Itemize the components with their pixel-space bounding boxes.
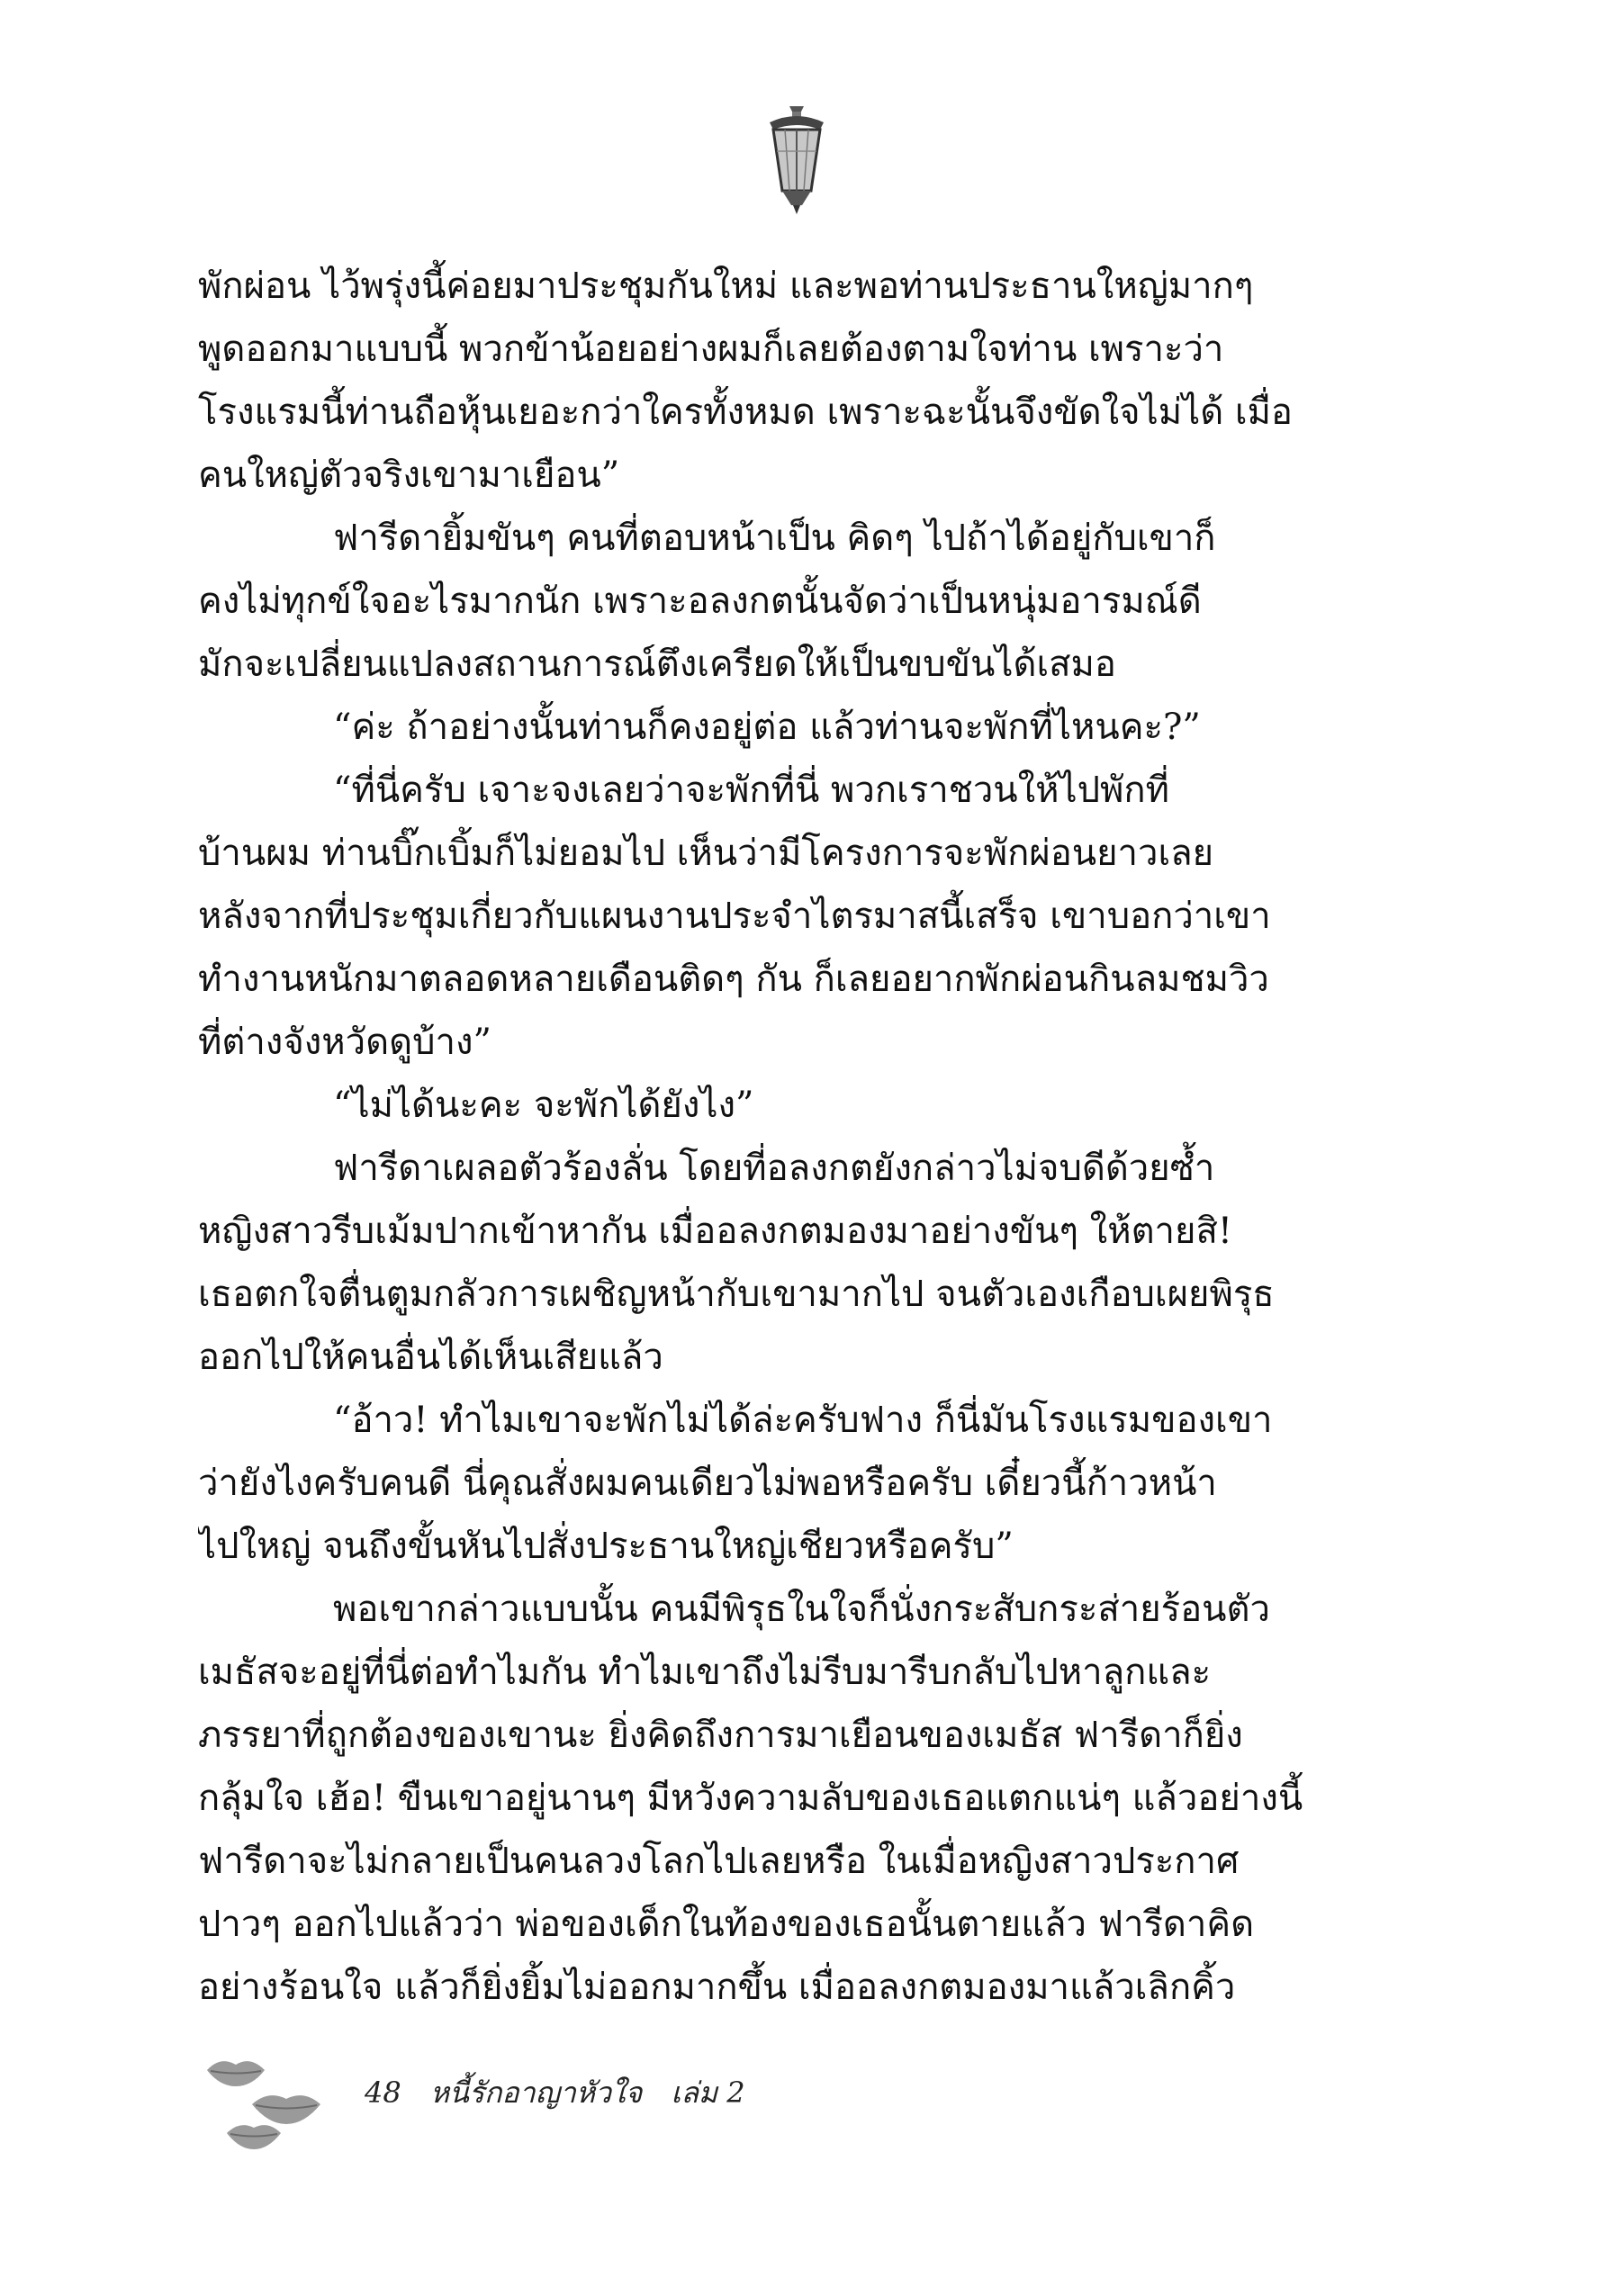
- text-line: ปาวๆ ออกไปแล้วว่า พ่อของเด็กในท้องของเธอนั้นตายแล้ว ฟารีดาคิด: [198, 1904, 1255, 1945]
- text-line: ออกไปให้คนอื่นได้เห็นเสียแล้ว: [198, 1337, 663, 1378]
- text-line: บ้านผม ท่านบิ๊กเบิ้มก็ไม่ยอมไป เห็นว่ามีโครงการจะพักผ่อนยาวเลย: [198, 833, 1214, 874]
- text-line: ฟารีดาเผลอตัวร้องลั่น โดยที่อลงกตยังกล่าวไม่จบดีด้วยซ้ำ: [333, 1148, 1215, 1189]
- text-line: ทำงานหนักมาตลอดหลายเดือนติดๆ กัน ก็เลยอยากพักผ่อนกินลมชมวิว: [198, 959, 1269, 1000]
- lips-kiss-icon: [198, 2050, 351, 2158]
- text-line: พอเขากล่าวแบบนั้น คนมีพิรุธในใจก็นั่งกระสับกระส่ายร้อนตัว: [333, 1589, 1270, 1630]
- book-title: หนี้รักอาญาหัวใจ: [429, 2075, 643, 2110]
- page-footer: [365, 2070, 765, 2116]
- paragraph: [198, 759, 1330, 1074]
- text-line: คนใหญ่ตัวจริงเขามาเยือน”: [198, 455, 620, 496]
- paragraph: [198, 696, 1330, 759]
- text-line: ไปใหญ่ จนถึงขั้นหันไปสั่งประธานใหญ่เชียวหรือครับ”: [198, 1526, 1014, 1567]
- text-line: “ค่ะ ถ้าอย่างนั้นท่านก็คงอยู่ต่อ แล้วท่านจะพักที่ไหนคะ?”: [333, 707, 1201, 748]
- text-line: อย่างร้อนใจ แล้วก็ยิ่งยิ้มไม่ออกมากขึ้น เมื่ออลงกตมองมาแล้วเลิกคิ้ว: [198, 1967, 1236, 2008]
- text-line: ภรรยาที่ถูกต้องของเขานะ ยิ่งคิดถึงการมาเยือนของเมธัส ฟารีดาก็ยิ่ง: [198, 1715, 1243, 1756]
- text-line: พูดออกมาแบบนี้ พวกข้าน้อยอย่างผมก็เลยต้องตามใจท่าน เพราะว่า: [198, 329, 1224, 370]
- text-line: มักจะเปลี่ยนแปลงสถานการณ์ตึงเครียดให้เป็นขบขันได้เสมอ: [198, 644, 1116, 685]
- text-line: โรงแรมนี้ท่านถือหุ้นเยอะกว่าใครทั้งหมด เพราะฉะนั้นจึงขัดใจไม่ได้ เมื่อ: [198, 392, 1293, 433]
- text-line: ว่ายังไงครับคนดี นี่คุณสั่งผมคนเดียวไม่พอหรือครับ เดี๋ยวนี้ก้าวหน้า: [198, 1463, 1217, 1504]
- text-line: ฟารีดาจะไม่กลายเป็นคนลวงโลกไปเลยหรือ ในเมื่อหญิงสาวประกาศ: [198, 1841, 1240, 1882]
- text-line: กลุ้มใจ เฮ้อ! ขืนเขาอยู่นานๆ มีหวังความลับของเธอแตกแน่ๆ แล้วอย่างนี้: [198, 1778, 1303, 1819]
- text-line: เมธัสจะอยู่ที่นี่ต่อทำไมกัน ทำไมเขาถึงไม่รีบมารีบกลับไปหาลูกและ: [198, 1652, 1212, 1693]
- text-line: หญิงสาวรีบเม้มปากเข้าหากัน เมื่ออลงกตมองมาอย่างขันๆ ให้ตายสิ!: [198, 1211, 1232, 1252]
- body-text: [198, 255, 1330, 2019]
- lantern-icon: [743, 101, 851, 218]
- paragraph: [198, 1389, 1330, 1578]
- paragraph: [198, 1578, 1330, 2019]
- paragraph: [198, 1137, 1330, 1389]
- text-line: “ที่นี่ครับ เจาะจงเลยว่าจะพักที่นี่ พวกเราชวนให้ไปพักที่: [333, 770, 1169, 811]
- volume-label: เล่ม 2: [671, 2075, 745, 2110]
- paragraph: [198, 507, 1330, 696]
- text-line: “อ้าว! ทำไมเขาจะพักไม่ได้ล่ะครับฟาง ก็นี่มันโรงแรมของเขา: [333, 1400, 1273, 1441]
- text-line: เธอตกใจตื่นตูมกลัวการเผชิญหน้ากับเขามากไป จนตัวเองเกือบเผยพิรุธ: [198, 1274, 1275, 1315]
- text-line: พักผ่อน ไว้พรุ่งนี้ค่อยมาประชุมกันใหม่ และพอท่านประธานใหญ่มากๆ: [198, 266, 1254, 307]
- text-line: หลังจากที่ประชุมเกี่ยวกับแผนงานประจำไตรมาสนี้เสร็จ เขาบอกว่าเขา: [198, 896, 1271, 937]
- page-number: 48: [365, 2075, 401, 2110]
- paragraph: [198, 255, 1330, 507]
- paragraph: [198, 1074, 1330, 1137]
- text-line: ฟารีดายิ้มขันๆ คนที่ตอบหน้าเป็น คิดๆ ไปถ้าได้อยู่กับเขาก็: [333, 518, 1216, 559]
- text-line: “ไม่ได้นะคะ จะพักได้ยังไง”: [333, 1085, 754, 1126]
- text-line: คงไม่ทุกข์ใจอะไรมากนัก เพราะอลงกตนั้นจัดว่าเป็นหนุ่มอารมณ์ดี: [198, 581, 1202, 622]
- text-line: ที่ต่างจังหวัดดูบ้าง”: [198, 1022, 491, 1063]
